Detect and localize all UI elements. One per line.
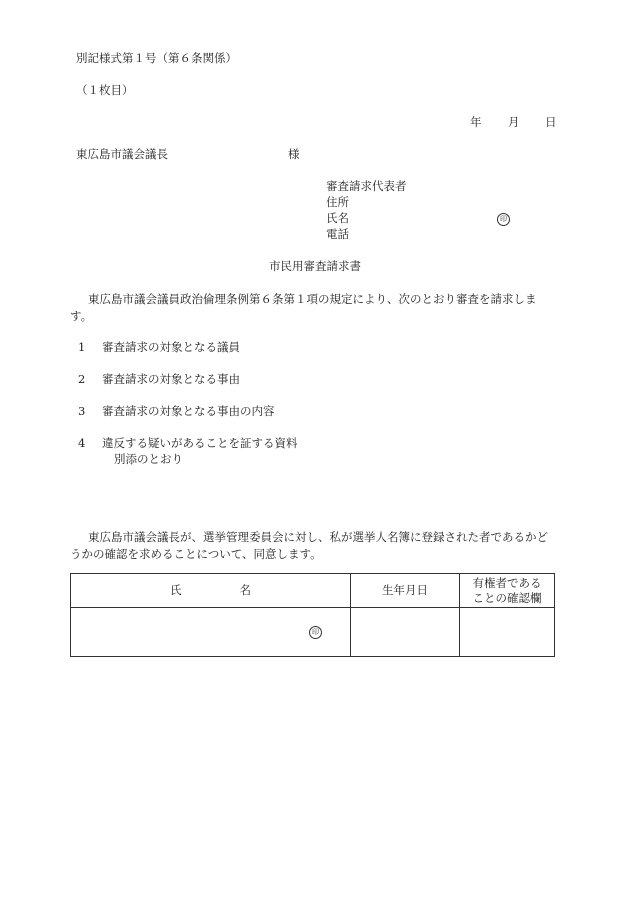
item-1-number: 1 bbox=[78, 340, 86, 354]
requester-address-label: 住所 bbox=[326, 195, 349, 209]
item-2-label: 審査請求の対象となる事由 bbox=[102, 372, 240, 386]
requester-title: 審査請求代表者 bbox=[326, 179, 407, 193]
item-4-label: 違反する疑いがあることを証する資料 bbox=[102, 436, 298, 450]
item-3-number: 3 bbox=[78, 404, 86, 418]
item-4-sub: 別添のとおり bbox=[114, 452, 183, 466]
consent-text: 東広島市議会議長が、選挙管理委員会に対し、私が選挙人名簿に登録された者であるかどうかの確認を求めることについて、同意します。 bbox=[70, 530, 548, 561]
birthdate-cell[interactable] bbox=[351, 608, 460, 657]
addressee-name: 東広島市議会議長 bbox=[76, 147, 168, 161]
date-month-label: 月 bbox=[508, 115, 520, 129]
verification-table bbox=[70, 573, 555, 657]
form-number: 別記様式第１号（第６条関係） bbox=[76, 51, 237, 65]
page-indicator: （１枚目） bbox=[76, 83, 134, 97]
item-1-label: 審査請求の対象となる議員 bbox=[102, 340, 240, 354]
document-title: 市民用審査請求書 bbox=[269, 259, 361, 273]
date-year-label: 年 bbox=[470, 115, 482, 129]
name-cell[interactable] bbox=[71, 608, 351, 657]
table-row bbox=[71, 608, 555, 657]
requester-seal-icon bbox=[497, 211, 510, 226]
seal-icon: 印 bbox=[497, 213, 510, 226]
voter-check-header-line1: 有権者である bbox=[472, 575, 542, 590]
addressee-honorific: 様 bbox=[288, 147, 300, 161]
name-column-header bbox=[71, 574, 351, 608]
intro-paragraph bbox=[70, 291, 556, 325]
requester-name-label: 氏名 bbox=[326, 211, 349, 225]
requester-phone-label: 電話 bbox=[326, 227, 349, 241]
item-3-label: 審査請求の対象となる事由の内容 bbox=[102, 404, 275, 418]
birthdate-column-header: 生年月日 bbox=[351, 574, 460, 608]
seal-icon: 印 bbox=[309, 626, 322, 639]
voter-check-cell bbox=[460, 608, 555, 657]
name-header-char2: 名 bbox=[239, 583, 251, 597]
item-2-number: 2 bbox=[78, 372, 86, 386]
name-header-char1: 氏 bbox=[170, 583, 182, 597]
table-header-row bbox=[71, 574, 555, 608]
voter-check-header-line2: ことの確認欄 bbox=[472, 590, 542, 605]
consent-paragraph bbox=[70, 529, 556, 563]
voter-check-column-header bbox=[460, 574, 555, 608]
date-day-label: 日 bbox=[545, 115, 557, 129]
item-4-number: 4 bbox=[78, 436, 86, 450]
intro-text: 東広島市議会議員政治倫理条例第６条第１項の規定により、次のとおり審査を請求します。 bbox=[70, 292, 537, 323]
